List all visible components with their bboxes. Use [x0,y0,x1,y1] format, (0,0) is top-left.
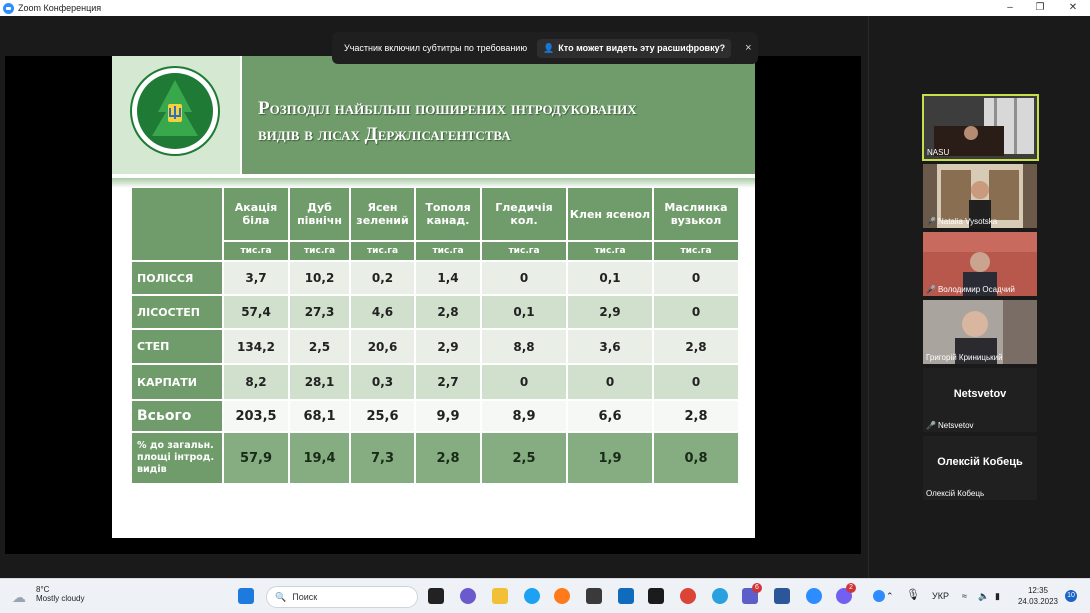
search-placeholder: Поиск [292,592,318,602]
table-cell: 0,2 [351,262,414,294]
taskbar-search[interactable] [266,586,418,608]
temperature: 8°C [36,585,50,594]
table-cell: 9,9 [416,401,480,431]
edge-icon[interactable] [524,588,540,604]
chat-icon[interactable] [460,588,476,604]
muted-mic-icon: 🎤 [926,285,936,294]
table-row-percent [132,433,738,483]
battery-icon[interactable]: ▮ [995,591,1000,601]
table-cell: 8,9 [482,401,566,431]
table-cell: 8,2 [224,365,288,399]
table-cell: 0 [568,365,652,399]
agency-logo-box [112,56,240,174]
table-cell: 19,4 [290,433,349,483]
muted-mic-icon: 🎤 [926,421,936,430]
table-unit-row [132,242,738,260]
date: 24.03.2023 [1017,597,1059,606]
zoom-logo-icon [3,3,14,14]
participant-tile[interactable] [923,232,1037,296]
column-header: Акація біла [224,188,288,240]
muted-mic-icon: 🎤 [926,217,936,226]
slide-title [258,96,738,148]
table-cell: 203,5 [224,401,288,431]
participant-name: NASU [927,148,950,157]
cloud-icon: ☁ [12,589,26,605]
table-cell: 0 [654,296,738,328]
caption-message: Участник включил субтитры по требованию [344,43,528,53]
close-window-button[interactable]: ✕ [1068,2,1078,13]
firefox-icon[interactable] [554,588,570,604]
window-titlebar [0,0,1090,16]
participant-name: Григорій Криницький [926,353,1003,362]
table-cell: 4,6 [351,296,414,328]
task-view-icon[interactable] [428,588,444,604]
outlook-icon[interactable] [618,588,634,604]
participant-tile[interactable] [923,300,1037,364]
table-cell: 6,6 [568,401,652,431]
table-cell: 0,1 [482,296,566,328]
start-icon[interactable] [238,588,254,604]
participant-tile[interactable] [923,436,1037,500]
column-header: Гледичія кол. [482,188,566,240]
zoom-taskbar-icon[interactable] [806,588,822,604]
table-cell: 0,8 [654,433,738,483]
table-cell: 7,3 [351,433,414,483]
wifi-icon[interactable]: ≈ [962,591,967,601]
table-cell: 28,1 [290,365,349,399]
slide-title-line2: видів в лісах Держлісагентства [258,124,511,145]
table-cell: 27,3 [290,296,349,328]
chevron-up-icon[interactable]: ⌃ [886,591,894,601]
wattpad-icon[interactable] [648,588,664,604]
table-cell: 2,5 [290,330,349,363]
who-can-see-button[interactable] [537,39,731,58]
language-indicator[interactable]: УКР [932,591,949,601]
column-header: Клен ясенол [568,188,652,240]
unit-cell: тис.га [482,242,566,260]
slide-title-box [242,56,755,174]
agency-logo-icon [112,56,240,174]
table-cell: 57,9 [224,433,288,483]
viber-badge: 2 [846,583,856,593]
table-cell: 2,9 [416,330,480,363]
table-row [132,262,738,294]
table-cell: 8,8 [482,330,566,363]
table-cell: 10,2 [290,262,349,294]
table-cell: 2,8 [416,296,480,328]
row-label: Всього [132,401,222,431]
viber-icon[interactable] [836,584,853,604]
unit-cell: тис.га [224,242,288,260]
slide-title-line1: Розподіл найбільш поширених інтродукованих [258,98,637,119]
time: 12:35 [1027,586,1049,595]
maximize-button[interactable]: ❐ [1035,2,1045,13]
file-explorer-icon[interactable] [492,588,508,604]
who-can-see-label: Кто может видеть эту расшифровку? [558,43,726,53]
store-icon[interactable] [586,588,602,604]
table-cell: 2,8 [654,401,738,431]
participant-name: 🎤 Netsvetov [926,421,974,430]
table-cell: 2,7 [416,365,480,399]
participant-tile[interactable] [923,164,1037,228]
table-cell: 1,9 [568,433,652,483]
telegram-icon[interactable] [712,588,728,604]
row-label: СТЕП [132,330,222,363]
table-cell: 2,8 [416,433,480,483]
table-cell: 134,2 [224,330,288,363]
table-cell: 0,1 [568,262,652,294]
participant-display-name: Netsvetov [953,388,1007,400]
teams-icon[interactable] [742,584,759,604]
table-header-row [132,188,738,240]
word-icon[interactable] [774,588,790,604]
participant-tile[interactable] [922,94,1039,161]
notification-badge[interactable]: 10 [1065,590,1077,602]
column-header: Ясен зелений [351,188,414,240]
table-row [132,330,738,363]
row-label: % до загальн. площі інтрод. видів [132,433,222,483]
unit-cell: тис.га [568,242,652,260]
chrome-icon[interactable] [680,588,696,604]
table-cell: 2,9 [568,296,652,328]
table-cell: 2,8 [654,330,738,363]
minimize-button[interactable]: – [1007,2,1013,13]
table-cell: 0 [482,365,566,399]
table-cell: 0,3 [351,365,414,399]
column-header: Маслинка вузькол [654,188,738,240]
unit-cell: тис.га [416,242,480,260]
column-header: Дуб північн [290,188,349,240]
zoom-tray-icon[interactable] [873,590,885,602]
species-table [130,186,740,485]
table-cell: 68,1 [290,401,349,431]
table-cell: 0 [482,262,566,294]
table-cell: 20,6 [351,330,414,363]
participant-name: 🎤 Володимир Осадчий [926,285,1015,294]
table-cell: 2,5 [482,433,566,483]
row-label: КАРПАТИ [132,365,222,399]
table-cell: 3,7 [224,262,288,294]
search-icon: 🔍 [275,591,287,602]
table-row-total [132,401,738,431]
table-row [132,365,738,399]
table-corner [132,188,222,260]
volume-icon[interactable]: 🔈 [978,591,990,601]
row-label: ЛІСОСТЕП [132,296,222,328]
unit-cell: тис.га [654,242,738,260]
teams-badge: 6 [752,583,762,593]
window-title: Zoom Конференция [18,3,102,13]
caption-close-button[interactable]: × [745,42,752,54]
weather-widget[interactable] [12,585,102,603]
clock[interactable] [1016,585,1060,607]
table-cell: 1,4 [416,262,480,294]
unit-cell: тис.га [351,242,414,260]
person-icon: 👤 [543,42,555,53]
caption-banner [332,32,758,64]
table-cell: 0 [654,262,738,294]
table-cell: 3,6 [568,330,652,363]
unit-cell: тис.га [290,242,349,260]
column-header: Тополя канад. [416,188,480,240]
table-cell: 0 [654,365,738,399]
participant-name: 🎤 Natalia Vysotska [926,217,998,226]
shared-slide [112,56,755,538]
windows-taskbar [0,578,1090,613]
participant-display-name: Олексій Кобець [937,456,1023,468]
participant-tile[interactable] [923,368,1037,432]
table-cell: 25,6 [351,401,414,431]
row-label: ПОЛІССЯ [132,262,222,294]
table-cell: 57,4 [224,296,288,328]
microphone-icon[interactable]: 🎙 [906,589,920,601]
table-row [132,296,738,328]
weather-text: Mostly cloudy [36,594,85,603]
participant-name: Олексій Кобець [926,489,985,498]
